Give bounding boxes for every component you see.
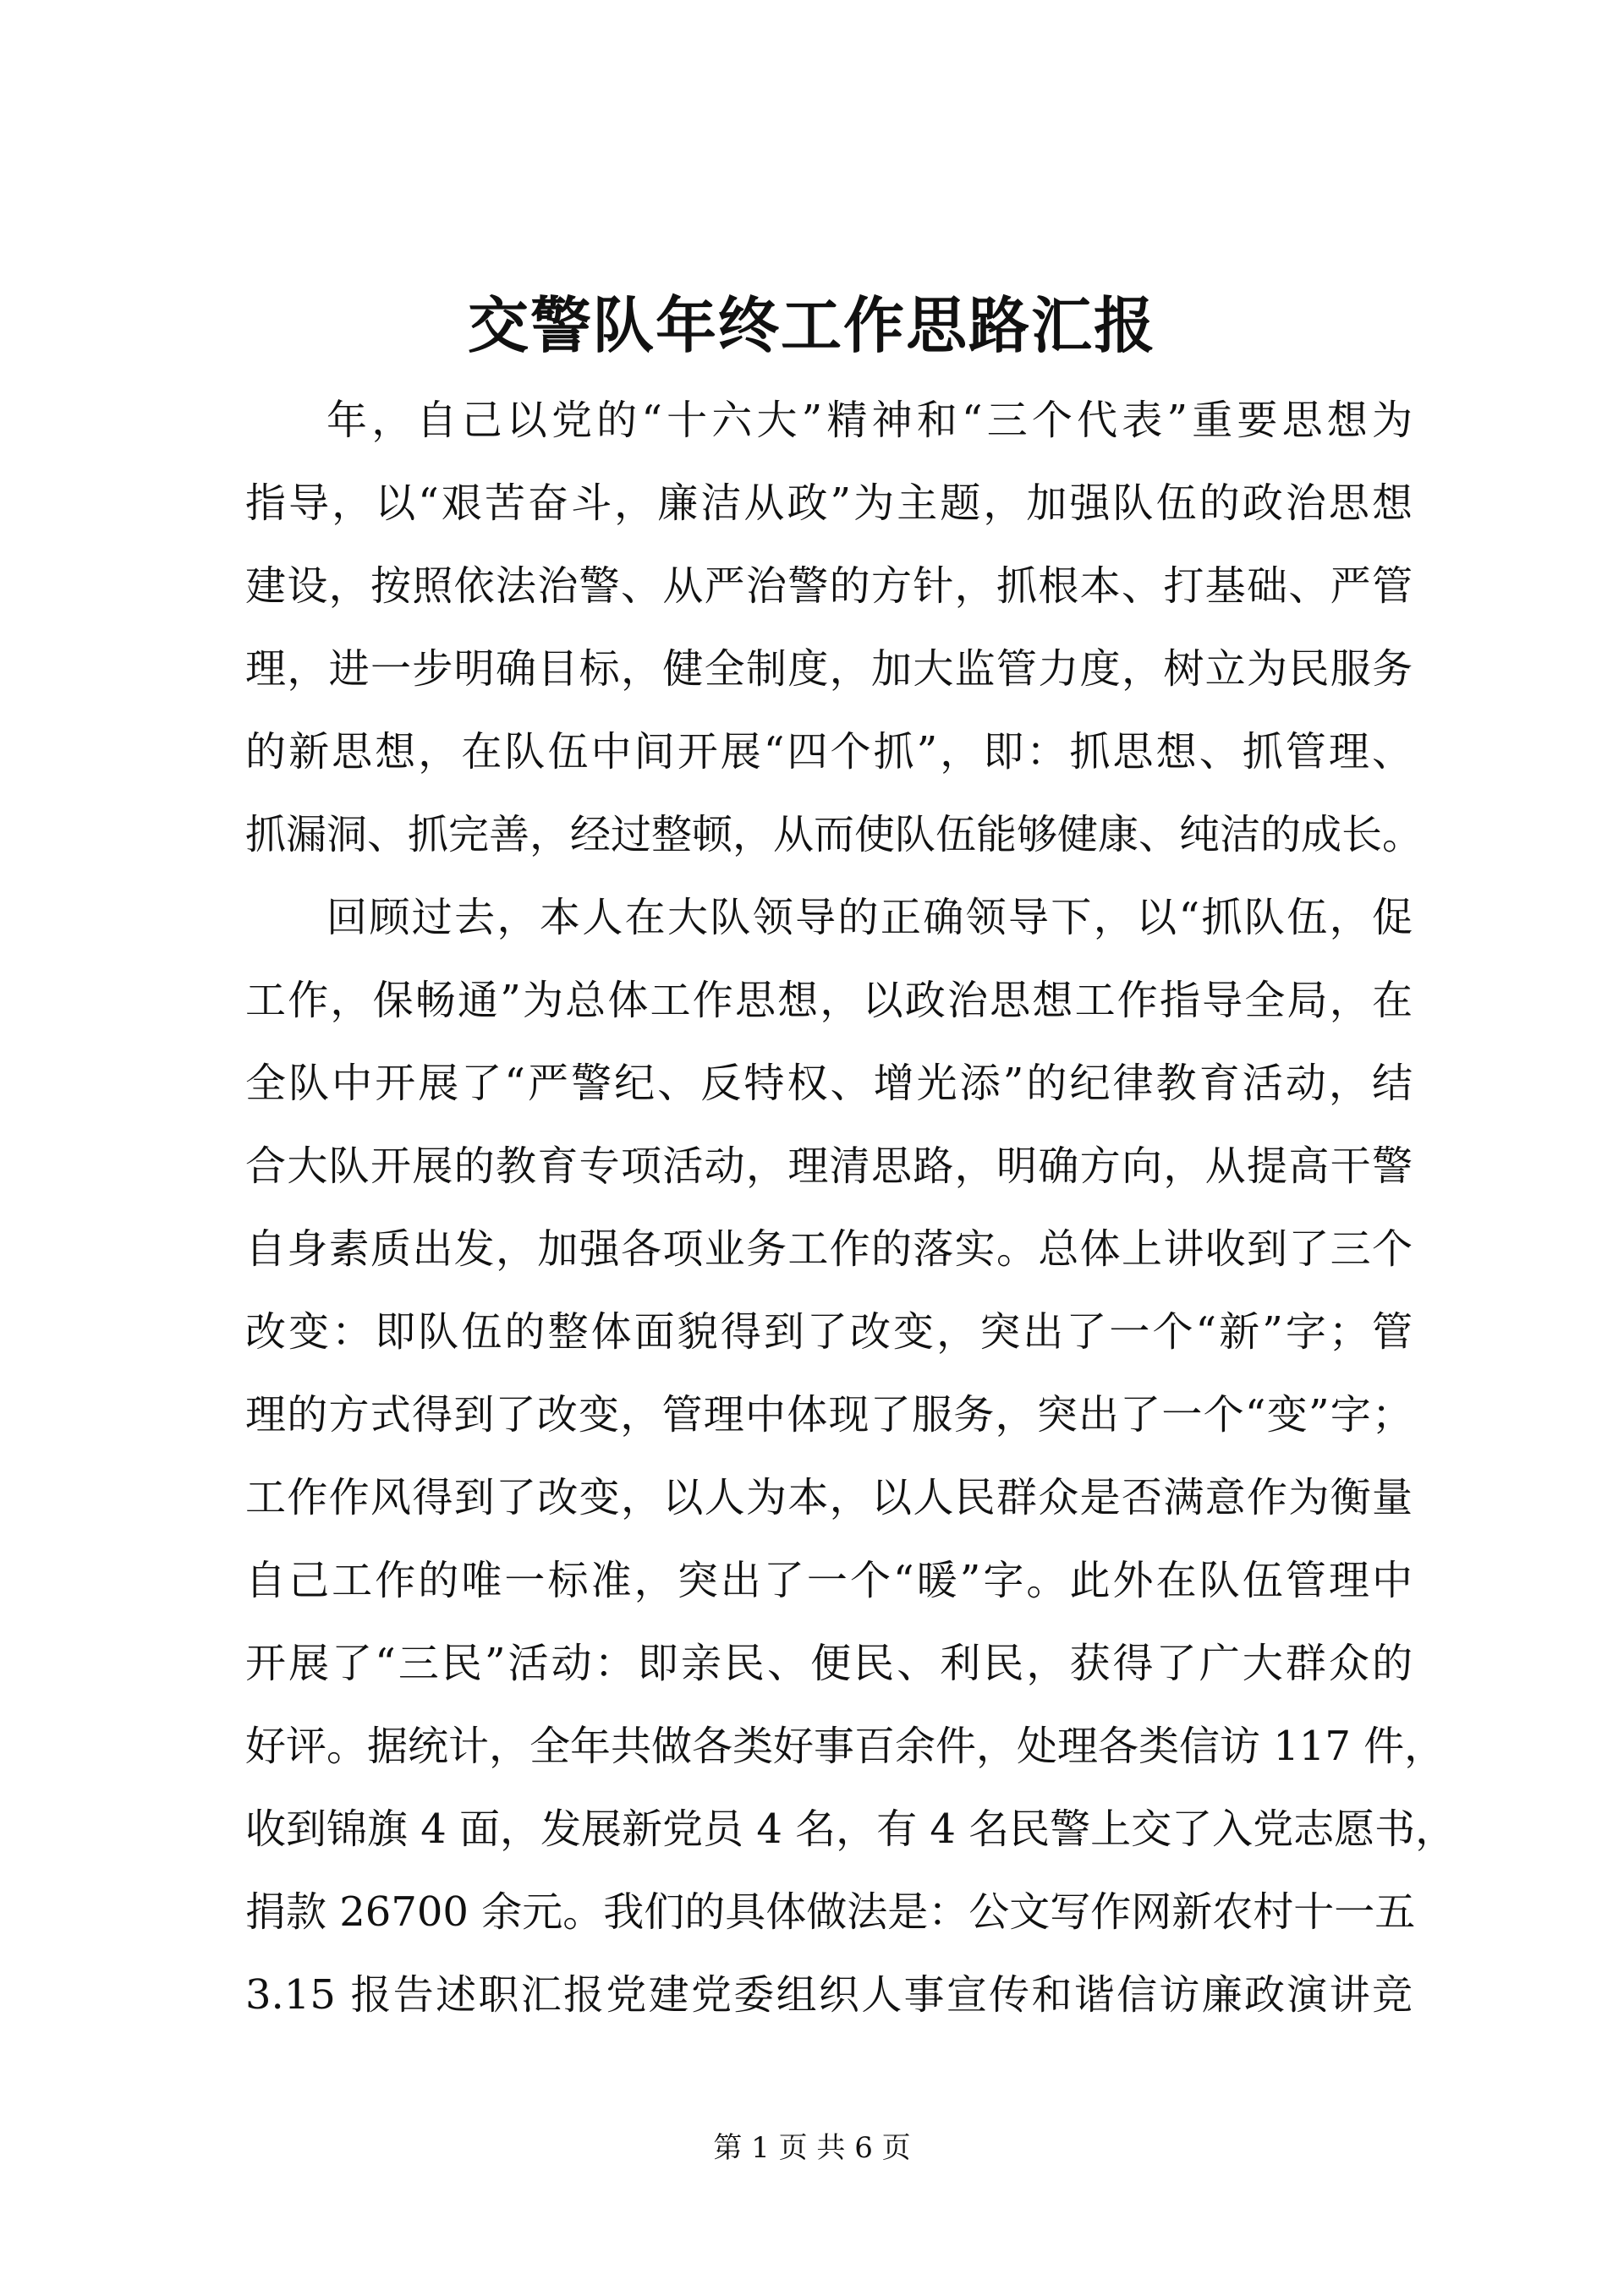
paragraph-1 [245,379,1424,876]
paragraph-2 [245,876,1457,2036]
text-line: 3.15 报告述职汇报党建党委组织人事宣传和谐信访廉政演讲竞 [245,1971,1413,2019]
text-line: 好评。据统计，全年共做各类好事百余件，处理各类信访 117 件， [245,1723,1446,1770]
text-line: 捐款 26700 余元。我们的具体做法是：公文写作网新农村十一五 [245,1888,1416,1936]
text-line: 建设，按照依法治警、从严治警的方针，抓根本、打基础、严管 [245,562,1413,610]
text-line: 全队中开展了“严警纪、反特权、增光添”的纪律教育活动，结 [245,1060,1413,1107]
text-line: 开展了“三民”活动：即亲民、便民、利民，获得了广大群众的 [245,1640,1413,1687]
text-line: 合大队开展的教育专项活动，理清思路，明确方向，从提高干警 [245,1143,1413,1190]
text-line: 改变：即队伍的整体面貌得到了改变，突出了一个“新”字；管 [245,1308,1413,1356]
text-line: 年，自己以党的“十六大”精神和“三个代表”重要思想为 [326,397,1413,444]
page-number-footer: 第 1 页 共 6 页 [713,2131,911,2165]
text-line: 工作作风得到了改变，以人为本，以人民群众是否满意作为衡量 [245,1474,1413,1521]
text-line: 抓漏洞、抓完善，经过整顿，从而使队伍能够健康、纯洁的成长。 [245,811,1424,858]
text-line: 回顾过去，本人在大队领导的正确领导下，以“抓队伍，促 [326,894,1413,941]
document-title: 交警队年终工作思路汇报 [467,289,1156,361]
text-line: 工作，保畅通”为总体工作思想，以政治思想工作指导全局，在 [245,977,1413,1024]
text-line: 理的方式得到了改变，管理中体现了服务，突出了一个“变”字； [245,1391,1413,1438]
text-line: 自身素质出发，加强各项业务工作的落实。总体上讲收到了三个 [245,1225,1413,1273]
text-line: 指导，以“艰苦奋斗，廉洁从政”为主题，加强队伍的政治思想 [245,479,1413,527]
text-line: 理，进一步明确目标，健全制度，加大监管力度，树立为民服务 [245,645,1413,693]
document-body [245,379,1457,2036]
text-line: 收到锦旗 4 面，发展新党员 4 名，有 4 名民警上交了入党志愿书， [245,1806,1457,1853]
text-line: 自己工作的唯一标准，突出了一个“暖”字。此外在队伍管理中 [245,1557,1413,1604]
text-line: 的新思想，在队伍中间开展“四个抓”，即：抓思想、抓管理、 [245,728,1413,775]
